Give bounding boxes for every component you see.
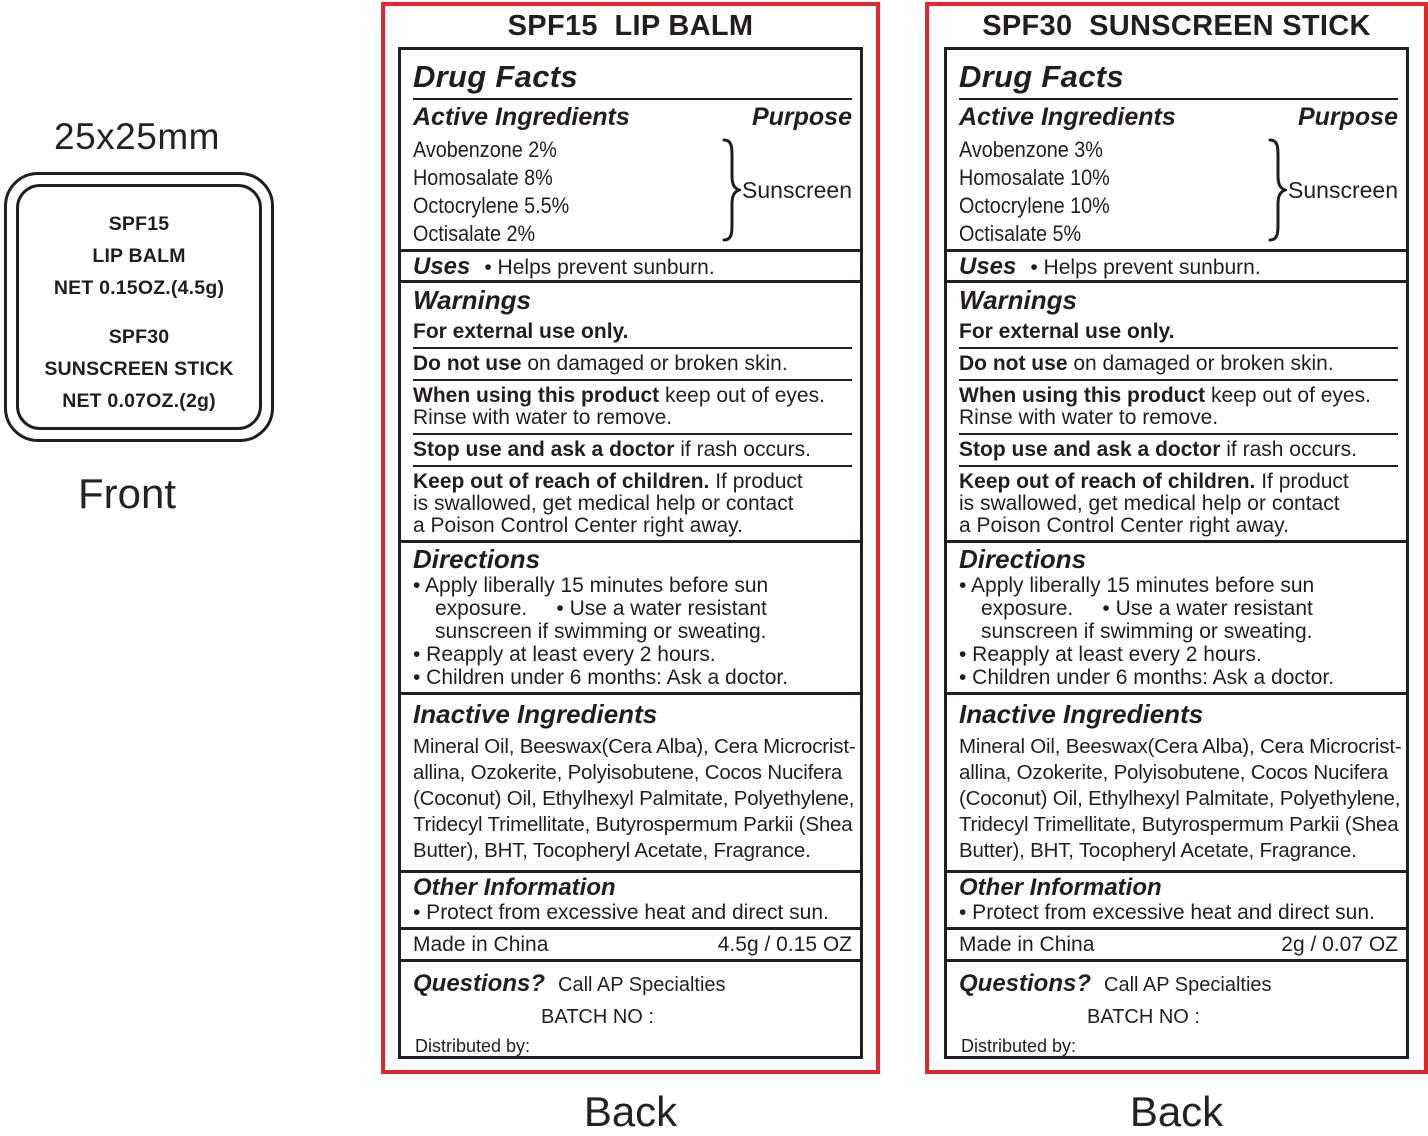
active-ingredient-item: Avobenzone 2% <box>413 137 557 162</box>
directions-line: • Children under 6 months: Ask a doctor. <box>413 666 789 689</box>
batch-no-label: BATCH NO : <box>1087 1006 1200 1028</box>
uses-text: • Helps prevent sunburn. <box>1030 256 1261 279</box>
other-information-heading: Other Information <box>413 874 616 901</box>
warning-statement <box>413 349 852 381</box>
back-caption: Back <box>583 1088 678 1135</box>
warning-text: is swallowed, get medical help or contact <box>959 492 1340 515</box>
warning-text: keep out of eyes. <box>1205 384 1371 407</box>
directions-section <box>947 543 1406 695</box>
drug-facts-header-section <box>947 50 1406 252</box>
directions-line: exposure. • Use a water resistant <box>981 597 1313 620</box>
directions-heading: Directions <box>959 544 1087 574</box>
divider <box>413 98 852 100</box>
uses-text: • Helps prevent sunburn. <box>484 256 715 279</box>
batch-no-label: BATCH NO : <box>541 1006 654 1028</box>
warnings-section <box>401 283 860 543</box>
front-label-line: LIP BALM <box>92 245 186 267</box>
drug-facts-heading: Drug Facts <box>959 59 1124 94</box>
front-label-line: SPF15 <box>108 213 170 235</box>
active-ingredient-item: Homosalate 8% <box>413 165 553 190</box>
other-information-text: • Protect from excessive heat and direct sun. <box>959 901 1375 924</box>
drug-facts-box <box>944 47 1409 1059</box>
other-information-heading: Other Information <box>959 874 1162 901</box>
questions-contact: Call AP Specialties <box>558 974 726 996</box>
brace-icon <box>1267 137 1287 243</box>
inactive-ingredients-line: (Coconut) Oil, Ethylhexyl Palmitate, Polyethylene, <box>413 787 855 810</box>
questions-section <box>401 962 860 1056</box>
warning-text: If product <box>1255 470 1349 493</box>
front-label-outline <box>4 172 274 442</box>
warning-text: a Poison Control Center right away. <box>413 514 743 537</box>
origin-row <box>401 930 860 962</box>
front-label-line: SPF30 <box>108 326 170 348</box>
origin-row <box>947 930 1406 962</box>
front-label-line: NET 0.15OZ.(4.5g) <box>53 277 225 299</box>
warnings-section <box>947 283 1406 543</box>
warning-lead: Stop use and ask a doctor <box>413 438 675 461</box>
inactive-ingredients-section <box>947 695 1406 873</box>
active-ingredient-item: Octocrylene 10% <box>959 193 1110 218</box>
warning-lead: Keep out of reach of children. <box>413 470 710 493</box>
warning-text: keep out of eyes. <box>659 384 825 407</box>
inactive-ingredients-line: Mineral Oil, Beeswax(Cera Alba), Cera Microcrist- <box>413 735 856 758</box>
warning-text: Rinse with water to remove. <box>413 406 673 429</box>
inactive-ingredients-line: Mineral Oil, Beeswax(Cera Alba), Cera Microcrist- <box>959 735 1402 758</box>
active-ingredient-item: Avobenzone 3% <box>959 137 1103 162</box>
directions-line: sunscreen if swimming or sweating. <box>981 620 1313 643</box>
inactive-ingredients-line: allina, Ozokerite, Polyisobutene, Cocos Nucifera <box>959 761 1389 784</box>
warning-text: If product <box>709 470 803 493</box>
directions-heading: Directions <box>413 544 541 574</box>
directions-section <box>401 543 860 695</box>
warning-lead: When using this product <box>413 384 660 407</box>
front-caption: Front <box>77 470 177 517</box>
inactive-ingredients-line: Tridecyl Trimellitate, Butyrospermum Parkii (Shea <box>959 813 1399 836</box>
inactive-ingredients-section <box>401 695 860 873</box>
purpose-heading: Purpose <box>751 103 852 131</box>
warning-text: Rinse with water to remove. <box>959 406 1219 429</box>
active-ingredient-item: Homosalate 10% <box>959 165 1110 190</box>
warning-text: For external use only. <box>959 320 1175 343</box>
other-information-section <box>401 873 860 930</box>
warning-statement <box>959 349 1398 381</box>
other-information-section <box>947 873 1406 930</box>
panel-title: SPF30 SUNSCREEN STICK <box>982 10 1371 42</box>
warning-lead: Stop use and ask a doctor <box>959 438 1221 461</box>
made-in-text: Made in China <box>959 932 1095 956</box>
warning-text: if rash occurs. <box>1220 438 1357 461</box>
warning-statement <box>413 467 852 541</box>
net-weight-text: 4.5g / 0.15 OZ <box>717 932 852 956</box>
directions-line: sunscreen if swimming or sweating. <box>435 620 767 643</box>
purpose-heading: Purpose <box>1297 103 1398 131</box>
active-ingredients-heading: Active Ingredients <box>959 103 1176 131</box>
active-ingredient-item: Octisalate 2% <box>413 221 536 246</box>
warning-lead: When using this product <box>959 384 1206 407</box>
warning-text: For external use only. <box>413 320 629 343</box>
warning-text: on damaged or broken skin. <box>521 352 788 375</box>
inactive-ingredients-heading: Inactive Ingredients <box>413 699 658 729</box>
warning-lead: Keep out of reach of children. <box>959 470 1256 493</box>
warnings-heading: Warnings <box>959 285 1077 315</box>
back-panel-spf15 <box>381 2 880 1074</box>
questions-heading: Questions? <box>959 970 1092 997</box>
back-caption: Back <box>1129 1088 1224 1135</box>
uses-section <box>401 252 860 283</box>
distributed-by-label: Distributed by: <box>961 1036 1077 1056</box>
warning-statement <box>413 435 852 467</box>
brace-icon <box>721 137 741 243</box>
warning-lead: Do not use <box>959 352 1068 375</box>
inactive-ingredients-line: (Coconut) Oil, Ethylhexyl Palmitate, Polyethylene, <box>959 787 1401 810</box>
drug-facts-header-section <box>401 50 860 252</box>
warning-text: if rash occurs. <box>674 438 811 461</box>
warning-text: on damaged or broken skin. <box>1067 352 1334 375</box>
warning-statement <box>959 435 1398 467</box>
distributed-by-label: Distributed by: <box>415 1036 531 1056</box>
warning-lead: Do not use <box>413 352 522 375</box>
warning-statement <box>959 317 1398 349</box>
uses-heading: Uses <box>959 253 1017 280</box>
other-information-text: • Protect from excessive heat and direct sun. <box>413 901 829 924</box>
warning-text: is swallowed, get medical help or contact <box>413 492 794 515</box>
net-weight-text: 2g / 0.07 OZ <box>1281 932 1398 956</box>
questions-heading: Questions? <box>413 970 546 997</box>
active-ingredients-heading: Active Ingredients <box>413 103 630 131</box>
warning-statement <box>959 381 1398 435</box>
made-in-text: Made in China <box>413 932 549 956</box>
divider <box>959 98 1398 100</box>
warning-statement <box>413 317 852 349</box>
inactive-ingredients-line: Butter), BHT, Tocopheryl Acetate, Fragrance. <box>959 839 1357 862</box>
purpose-value: Sunscreen <box>742 176 852 203</box>
active-ingredient-item: Octocrylene 5.5% <box>413 193 570 218</box>
front-label-line: SUNSCREEN STICK <box>44 358 234 380</box>
active-ingredient-item: Octisalate 5% <box>959 221 1082 246</box>
warnings-heading: Warnings <box>413 285 531 315</box>
warning-statement <box>413 381 852 435</box>
front-label-line: NET 0.07OZ.(2g) <box>62 390 216 412</box>
front-size-label: 25x25mm <box>54 116 220 157</box>
directions-line: • Apply liberally 15 minutes before sun <box>413 574 769 597</box>
drug-facts-box <box>398 47 863 1059</box>
inactive-ingredients-line: Tridecyl Trimellitate, Butyrospermum Parkii (Shea <box>413 813 853 836</box>
inactive-ingredients-heading: Inactive Ingredients <box>959 699 1204 729</box>
active-ingredients-list <box>959 136 1398 248</box>
directions-line: exposure. • Use a water resistant <box>435 597 767 620</box>
inactive-ingredients-line: Butter), BHT, Tocopheryl Acetate, Fragrance. <box>413 839 811 862</box>
uses-section <box>947 252 1406 283</box>
warning-text: a Poison Control Center right away. <box>959 514 1289 537</box>
questions-contact: Call AP Specialties <box>1104 974 1272 996</box>
uses-heading: Uses <box>413 253 471 280</box>
directions-line: • Reapply at least every 2 hours. <box>413 643 716 666</box>
inactive-ingredients-line: allina, Ozokerite, Polyisobutene, Cocos Nucifera <box>413 761 843 784</box>
directions-line: • Children under 6 months: Ask a doctor. <box>959 666 1335 689</box>
directions-line: • Reapply at least every 2 hours. <box>959 643 1262 666</box>
drug-facts-heading: Drug Facts <box>413 59 578 94</box>
questions-section <box>947 962 1406 1056</box>
front-label-inner-outline <box>16 184 262 430</box>
back-panel-spf30 <box>925 2 1428 1074</box>
warning-statement <box>959 467 1398 541</box>
purpose-value: Sunscreen <box>1288 176 1398 203</box>
active-ingredients-list <box>413 136 852 248</box>
panel-title: SPF15 LIP BALM <box>507 10 754 42</box>
directions-line: • Apply liberally 15 minutes before sun <box>959 574 1315 597</box>
